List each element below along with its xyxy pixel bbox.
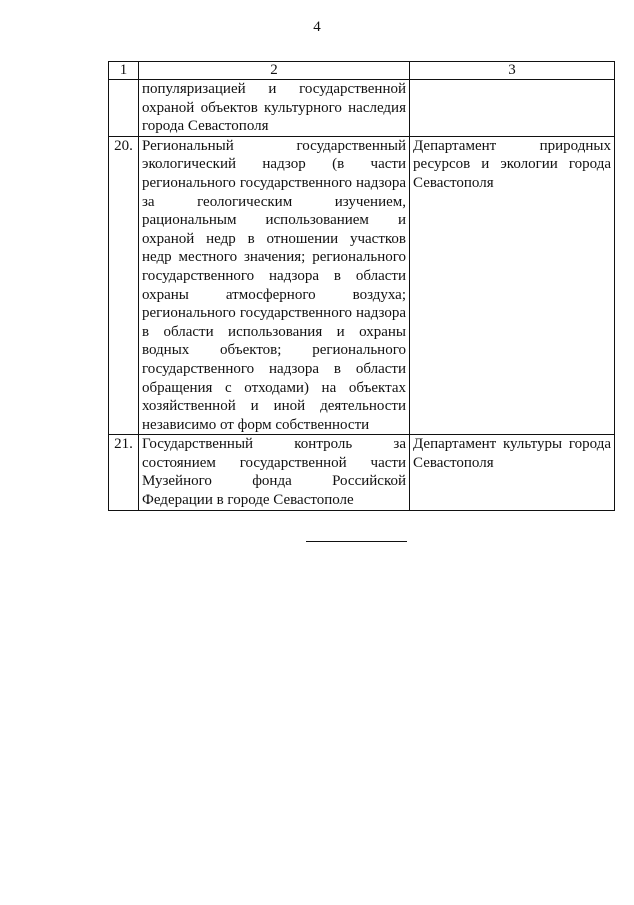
header-cell-1: 1 xyxy=(109,62,139,80)
row-number: 21. xyxy=(109,435,139,510)
row-number xyxy=(109,80,139,137)
header-cell-2: 2 xyxy=(139,62,410,80)
table-header-row xyxy=(109,62,615,80)
table-row xyxy=(109,435,615,510)
row-number: 20. xyxy=(109,136,139,435)
row-text: популяризацией и государственной охраной объектов культурного наследия города Севастополя xyxy=(139,80,410,137)
end-separator-line xyxy=(306,541,407,542)
table-row xyxy=(109,136,615,435)
row-department: Департамент природных ресурсов и экологии города Севастополя xyxy=(410,136,615,435)
row-text: Региональный государственный экологический надзор (в части регионального государственного надзора за геологическим изучением, рациональным использованием и охраной недр в отношении участков недр местного значения; регионального государственного надзора в области охраны атмосферного воздуха; регионального государственного надзора в области использования и охраны водных объектов; регионального государственного надзора в области обращения с отходами) на объектах хозяйственной и иной деятельности независимо от форм собственности xyxy=(139,136,410,435)
row-department xyxy=(410,80,615,137)
page-number: 4 xyxy=(313,19,321,35)
document-table xyxy=(108,61,615,511)
row-department: Департамент культуры города Севастополя xyxy=(410,435,615,510)
row-text: Государственный контроль за состоянием государственной части Музейного фонда Российской Федерации в городе Севастополе xyxy=(139,435,410,510)
header-cell-3: 3 xyxy=(410,62,615,80)
table-row xyxy=(109,80,615,137)
